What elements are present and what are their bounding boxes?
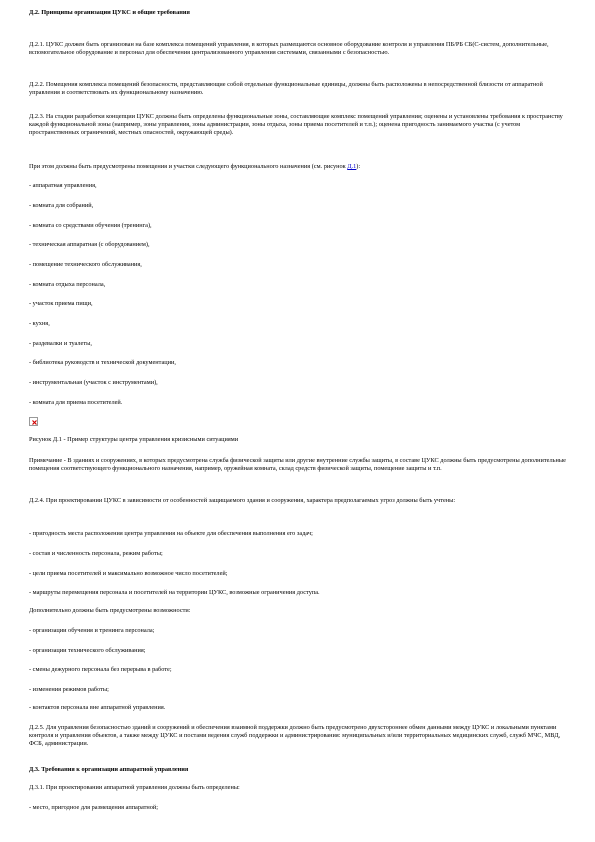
paragraph-d2-2: Д.2.2. Помещения комплекса помещений безопасности, представляющие собой отдельные функциональные единицы, должны быть расположены в непосредственной близости от аппаратной управления и соответствовать их функциональному назначению. [29, 81, 543, 96]
section-heading-d2: Д.2. Принципы организации ЦУКС и общие требования [29, 9, 190, 16]
paragraph-additional: Дополнительно должны быть предусмотрены возможности: [29, 607, 191, 614]
paragraph-d3-1: Д.3.1. При проектировании аппаратной управления должны быть определены: [29, 784, 240, 791]
note-paragraph: Примечание - В зданиях и сооружениях, в которых предусмотрена служба физической защиты или другие внутренние службы защиты, в составе ЦУКС должны быть предусмотрены дополнительные помещения соответствующего функционального назначения, например, оружейная комната, склад средств физической защиты, помещение защиты и т.п. [29, 457, 566, 472]
list-item: - техническая аппаратная (с оборудованием), [29, 241, 150, 248]
list-item: - смены дежурного персонала без перерыва в работе; [29, 666, 172, 673]
list-item: - пригодность места расположения центра управления на объекте для обеспечения выполнения его задач; [29, 530, 313, 537]
list-item: - инструментальная (участок с инструментами), [29, 379, 158, 386]
list-item: - комната для приема посетителей. [29, 399, 123, 406]
paragraph-d2-1: Д.2.1. ЦУКС должен быть организован на базе комплекса помещений управления, в которых размещаются основное оборудование контроля и управления ПБ/РБ СБ(С-систем, дополнительные, вспомогательное оборудование и персонал для обеспечения централизованного управления системами, связанными с безопасностью. [29, 41, 549, 56]
broken-image-icon [29, 417, 38, 426]
list-item: - комната со средствами обучения (тренинга), [29, 222, 152, 229]
list-item: - помещение технического обслуживания, [29, 261, 142, 268]
paragraph-d2-5: Д.2.5. Для управления безопасностью зданий и сооружений и обеспечения взаимной поддержки должно быть предусмотрено двухстороннее обмен данными между ЦУКС и локальными пунктами контроля и управления объектов, а также между ЦУКС и постами ведения служб поддержки и администрирования: муниципальных и/или территориальных медицинских служб, служб МЧС, МВД, ФСБ, администрации. [29, 724, 561, 747]
list-item: - аппаратная управления, [29, 182, 97, 189]
list-item: - состав и численность персонала, режим работы; [29, 550, 163, 557]
paragraph-d2-3: Д.2.3. На стадии разработки концепции ЦУКС должны быть определены функциональные зоны, составляющие комплекс помещений управления; оценены и установлены требования к пространству каждой функциональной зоны (например, зоны управления, зоны администрации, зоны отдыха, зоны приема посетителей и т.п.); оценена пригодность занимаемого участка (с учетом пространственных ограничений, местных опасностей, окружающей среды). [29, 113, 563, 136]
list-item: - организации обучения и тренинга персонала; [29, 627, 155, 634]
list-item: - библиотека руководств и технической документации, [29, 359, 176, 366]
section-heading-d3: Д.3. Требования к организации аппаратной управления [29, 766, 189, 773]
list-item: - участок приема пищи, [29, 300, 93, 307]
paragraph-d2-functional-rooms [29, 163, 569, 171]
broken-image-glyph [30, 418, 39, 427]
list-item: - кухня, [29, 320, 50, 327]
list-item: - маршруты перемещения персонала и посетителей на территории ЦУКС, возможные ограничения доступа. [29, 589, 320, 596]
paragraph-text-end: ): [356, 163, 361, 170]
list-item: - раздевалки и туалеты, [29, 340, 92, 347]
list-item: - изменения режимов работы; [29, 686, 109, 693]
paragraph-text: При этом должны быть предусмотрены помещения и участки следующего функционального назначения (см. рисунок [29, 163, 348, 170]
figure-d1-link[interactable]: Д.1 [347, 163, 357, 170]
list-item: - цели приема посетителей и максимально возможное число посетителей; [29, 570, 228, 577]
list-item: - комната для собраний, [29, 202, 94, 209]
list-item: - комната отдыха персонала, [29, 281, 106, 288]
list-item: - место, пригодное для размещения аппаратной; [29, 804, 159, 811]
figure-caption: Рисунок Д.1 - Пример структуры центра управления кризисными ситуациями [29, 436, 239, 443]
list-item: - организации технического обслуживания; [29, 647, 146, 654]
list-item: - контактов персонала вне аппаратной управления. [29, 704, 166, 711]
paragraph-d2-4: Д.2.4. При проектировании ЦУКС в зависимости от особенностей защищаемого здания и сооружения, характера предполагаемых угроз должны быть учтены: [29, 497, 456, 504]
